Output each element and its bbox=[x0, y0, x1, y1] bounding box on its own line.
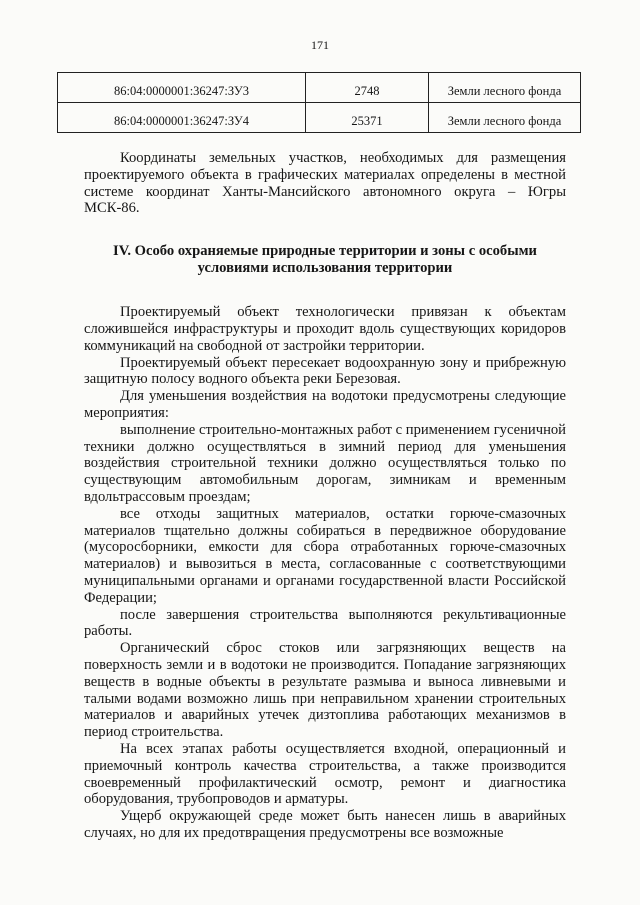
page-number: 171 bbox=[311, 38, 329, 52]
paragraph-quality-control: На всех этапах работы осуществляется входной, операционный и приемочный контроль качества строительства, а также производится своевременный профилактический осмотр, ремонт и диагностика оборудования, трубопроводов и арматуры. bbox=[84, 740, 566, 808]
cadastral-number-cell: 86:04:0000001:36247:ЗУ4 bbox=[58, 103, 306, 133]
cadastral-number-cell: 86:04:0000001:36247:ЗУ3 bbox=[58, 73, 306, 103]
paragraph-discharge: Органический сброс стоков или загрязняющих веществ на поверхность земли и в водотоки не производится. Попадание загрязняющих веществ в водные объекты в результате размыва и выноса ливневыми и талыми водами возможно лишь при неправильном хранении строительных материалов и аварийных утечек дизтоплива работающих механизмов в период строительства. bbox=[84, 640, 566, 741]
paragraph-measure-waste: все отходы защитных материалов, остатки горюче-смазочных материалов тщательно должны собираться в передвижное оборудование (мусоросборники, емкости для сбора отработанных горюче-смазочных материалов) и вывозиться в места, согласованные с соответствующими муниципальными органами и органами государственной власти Российской Федерации; bbox=[84, 505, 566, 606]
paragraph-infrastructure: Проектируемый объект технологически привязан к объектам сложившейся инфраструктуры и проходит вдоль существующих коридоров коммуникаций на свободной от застройки территории. bbox=[84, 304, 566, 354]
paragraph-measure-winter: выполнение строительно-монтажных работ с применением гусеничной техники должно осуществляться в зимний период для уменьшения воздействия строительной техники должно осуществляться только по существующим автомобильным дорогам, зимникам и временным вдольтрассовым проездам; bbox=[84, 421, 566, 505]
paragraph-coordinates: Координаты земельных участков, необходимых для размещения проектируемого объекта в графических материалах определены в местной системе координат Ханты-Мансийского автономного округа – Югры МСК-86. bbox=[84, 150, 566, 217]
area-cell: 2748 bbox=[306, 73, 429, 103]
paragraph-measures-intro: Для уменьшения воздействия на водотоки предусмотрены следующие мероприятия: bbox=[84, 388, 566, 421]
land-type-cell: Земли лесного фонда bbox=[429, 73, 581, 103]
area-cell: 25371 bbox=[306, 103, 429, 133]
section-heading: IV. Особо охраняемые природные территории и зоны с особыми условиями использования территории bbox=[113, 243, 537, 277]
paragraph-water-zone: Проектируемый объект пересекает водоохранную зону и прибрежную защитную полосу водного объекта реки Березовая. bbox=[84, 354, 566, 388]
table-row bbox=[58, 103, 581, 133]
paragraph-measure-recultivation: после завершения строительства выполняются рекультивационные работы. bbox=[84, 606, 566, 640]
land-plots-table bbox=[57, 72, 581, 133]
table-row bbox=[58, 73, 581, 103]
paragraph-damage: Ущерб окружающей среде может быть нанесен лишь в аварийных случаях, но для их предотвращения предусмотрены все возможные bbox=[84, 808, 566, 841]
land-type-cell: Земли лесного фонда bbox=[429, 103, 581, 133]
document-body bbox=[84, 150, 566, 842]
